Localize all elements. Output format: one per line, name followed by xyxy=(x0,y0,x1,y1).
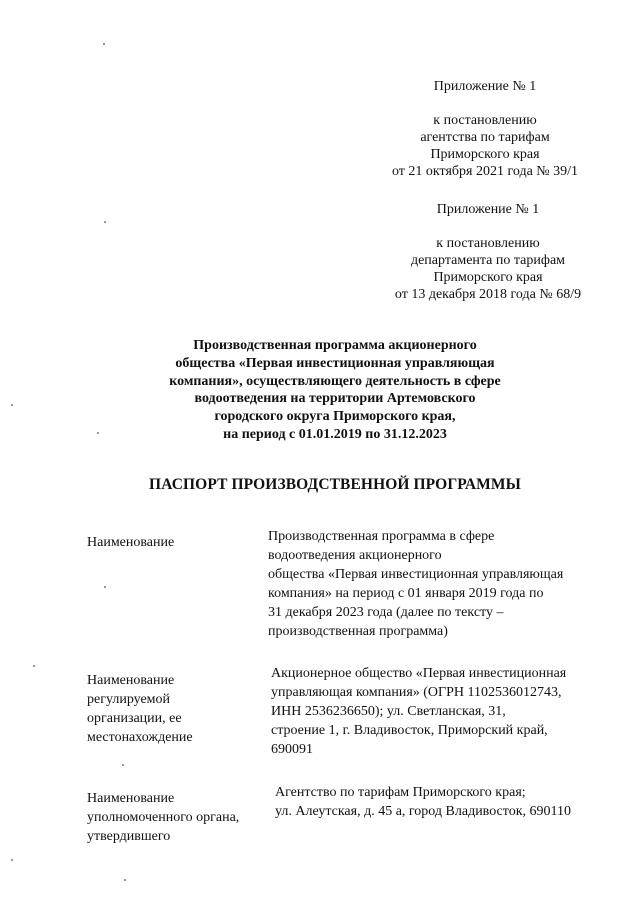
row-label xyxy=(87,533,174,552)
scan-speck xyxy=(104,586,106,588)
row-value-line: управляющая компания» (ОГРН 1102536012743, xyxy=(271,685,562,700)
row-value-line: Агентство по тарифам Приморского края; xyxy=(275,785,526,800)
appendix-line: от 21 октября 2021 года № 39/1 xyxy=(391,164,579,179)
appendix-block-1 xyxy=(370,78,600,180)
program-title-line: компания», осуществляющего деятельность в сфере xyxy=(169,373,501,389)
row-label xyxy=(87,671,193,747)
row-label-line: местонахождение xyxy=(87,730,193,745)
row-value-line: ул. Алеутская, д. 45 а, город Владивосток, 690110 xyxy=(275,804,571,819)
row-value xyxy=(268,527,563,641)
program-title-line: городского округа Приморского края, xyxy=(214,409,456,425)
appendix-line: департамента по тарифам xyxy=(410,253,566,268)
passport-heading: ПАСПОРТ ПРОИЗВОДСТВЕННОЙ ПРОГРАММЫ xyxy=(149,476,521,493)
program-title-line: общества «Первая инвестиционная управляющая xyxy=(175,355,495,371)
row-label-line: уполномоченного органа, xyxy=(87,810,240,825)
appendix-line: от 13 декабря 2018 года № 68/9 xyxy=(394,287,582,302)
scan-speck xyxy=(11,404,13,406)
program-title-line: Производственная программа акционерного xyxy=(193,338,477,353)
row-label-line: регулируемой xyxy=(87,692,171,707)
appendix-line: Приморского края xyxy=(433,270,543,285)
scan-speck xyxy=(103,43,105,45)
appendix-title: Приложение № 1 xyxy=(433,79,537,94)
row-value-line: Акционерное общество «Первая инвестиционная xyxy=(271,666,567,681)
row-value xyxy=(275,783,571,821)
appendix-line: к постановлению xyxy=(433,113,537,128)
scan-speck xyxy=(97,432,99,434)
appendix-line: Приморского края xyxy=(430,147,540,162)
program-title-line: водоотведения на территории Артемовского xyxy=(194,391,476,407)
row-value-line: общества «Первая инвестиционная управляющая xyxy=(268,567,564,582)
scan-speck xyxy=(33,665,35,667)
row-value-line: строение 1, г. Владивосток, Приморский край, xyxy=(271,723,548,738)
row-value-line: производственная программа) xyxy=(268,624,448,639)
scan-speck xyxy=(124,879,126,881)
scan-speck xyxy=(11,859,13,861)
row-value xyxy=(271,664,566,759)
row-label-line: организации, ее xyxy=(87,711,182,726)
appendix-line: к постановлению xyxy=(436,236,540,251)
row-value-line: ИНН 2536236650); ул. Светланская, 31, xyxy=(271,704,506,719)
row-label-line: Наименование xyxy=(87,673,175,688)
row-value-line: водоотведения акционерного xyxy=(268,548,442,563)
row-label-line: Наименование xyxy=(87,791,175,806)
program-title xyxy=(100,337,570,444)
row-label-line: Наименование xyxy=(87,535,175,550)
row-value-line: 690091 xyxy=(271,742,313,757)
row-label xyxy=(87,789,239,846)
program-title-line: на период с 01.01.2019 по 31.12.2023 xyxy=(223,426,447,442)
scan-speck xyxy=(122,764,124,766)
appendix-title: Приложение № 1 xyxy=(436,202,540,217)
appendix-line: агентства по тарифам xyxy=(420,130,550,145)
appendix-block-2 xyxy=(373,201,603,303)
row-label-line: утвердившего xyxy=(87,829,171,844)
row-value-line: Производственная программа в сфере xyxy=(268,529,495,544)
row-value-line: компания» на период с 01 января 2019 года по xyxy=(268,586,544,601)
row-value-line: 31 декабря 2023 года (далее по тексту – xyxy=(268,605,504,620)
scan-speck xyxy=(104,221,106,223)
